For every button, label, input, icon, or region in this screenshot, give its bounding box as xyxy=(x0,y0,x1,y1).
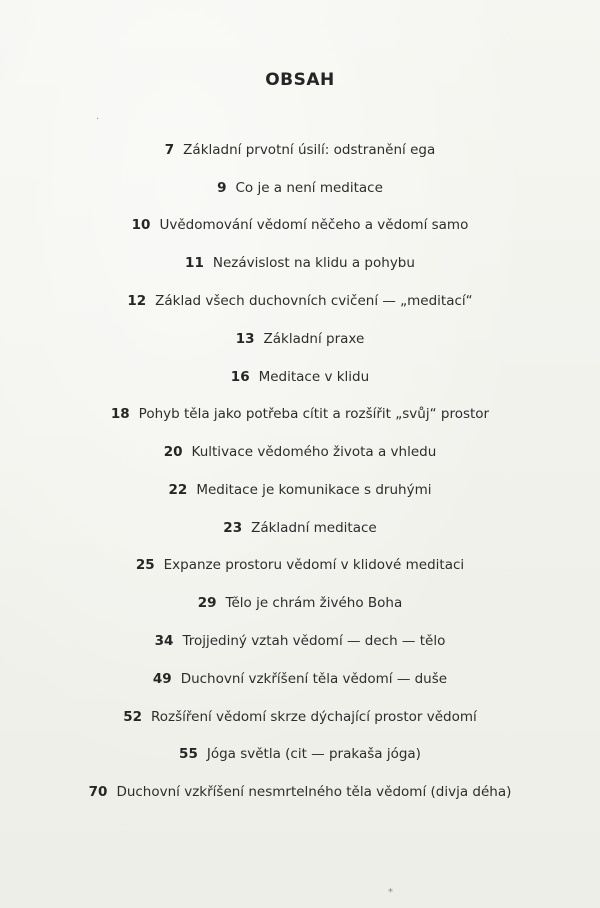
toc-entry-title: Kultivace vědomého života a vhledu xyxy=(191,444,437,460)
toc-page-number: 20 xyxy=(163,444,183,460)
toc-entry xyxy=(0,519,600,537)
toc-entry-title: Meditace je komunikace s druhými xyxy=(196,482,432,498)
toc-entry-title: Základní praxe xyxy=(263,331,365,347)
toc-entry-title: Jóga světla (cit — prakaša jóga) xyxy=(206,746,421,762)
toc-page-number: 16 xyxy=(230,369,250,385)
toc-page-number: 70 xyxy=(88,784,108,800)
toc-entry-title: Duchovní vzkříšení nesmrtelného těla vědomí (divja déha) xyxy=(116,784,512,800)
toc-page-number: 55 xyxy=(179,746,198,762)
toc-page-number: 29 xyxy=(197,595,217,611)
toc-page-number: 23 xyxy=(223,520,243,536)
toc-page-number: 22 xyxy=(168,482,188,498)
toc-entry-title: Základ všech duchovních cvičení — „meditací“ xyxy=(155,293,473,309)
toc-entry xyxy=(0,632,600,650)
toc-entry xyxy=(0,330,600,348)
toc-entry-title: Nezávislost na klidu a pohybu xyxy=(212,255,415,271)
toc-entry-title: Trojjediný vztah vědomí — dech — tělo xyxy=(182,633,446,649)
toc-entry xyxy=(0,745,600,763)
toc-entry-title: Rozšíření vědomí skrze dýchající prostor vědomí xyxy=(151,709,477,725)
toc-page-number: 18 xyxy=(110,406,130,422)
toc-entry xyxy=(0,292,600,310)
toc-entry xyxy=(0,708,600,726)
toc-entry xyxy=(0,216,600,234)
toc-entry xyxy=(0,179,600,197)
toc-entry-title: Základní meditace xyxy=(251,520,377,536)
toc-entry xyxy=(0,443,600,461)
toc-entry xyxy=(0,368,600,386)
toc-page-number: 25 xyxy=(135,557,155,573)
toc-page-number: 7 xyxy=(164,142,175,158)
print-speck: ⁎ xyxy=(388,884,393,895)
print-speck: · xyxy=(96,114,100,125)
toc-entry-title: Základní prvotní úsilí: odstranění ega xyxy=(183,142,436,158)
toc-page-number: 11 xyxy=(185,255,204,271)
toc-entry xyxy=(0,481,600,499)
toc-entry xyxy=(0,556,600,574)
toc-entry-title: Pohyb těla jako potřeba cítit a rozšířit „svůj“ prostor xyxy=(138,406,490,422)
toc-page-number: 49 xyxy=(152,671,172,687)
toc-entry-title: Meditace v klidu xyxy=(258,369,370,385)
toc-entry-title: Tělo je chrám živého Boha xyxy=(225,595,403,611)
toc-entry xyxy=(0,405,600,423)
toc-entry xyxy=(0,783,600,801)
toc-entry-title: Uvědomování vědomí něčeho a vědomí samo xyxy=(159,217,469,233)
toc-entry-title: Co je a není meditace xyxy=(235,180,383,196)
toc-entry xyxy=(0,254,600,272)
toc-page-number: 10 xyxy=(131,217,151,233)
toc-entry xyxy=(0,670,600,688)
toc-page-number: 12 xyxy=(127,293,147,309)
toc-entry-title: Duchovní vzkříšení těla vědomí — duše xyxy=(180,671,448,687)
toc-page-number: 34 xyxy=(154,633,174,649)
toc-entry xyxy=(0,594,600,612)
page-title: OBSAH xyxy=(265,70,335,90)
toc-entry-title: Expanze prostoru vědomí v klidové meditaci xyxy=(163,557,465,573)
toc-page-number: 13 xyxy=(235,331,255,347)
toc-page-number: 52 xyxy=(123,709,142,725)
toc-page-number: 9 xyxy=(217,180,227,196)
toc-entry xyxy=(0,141,600,159)
